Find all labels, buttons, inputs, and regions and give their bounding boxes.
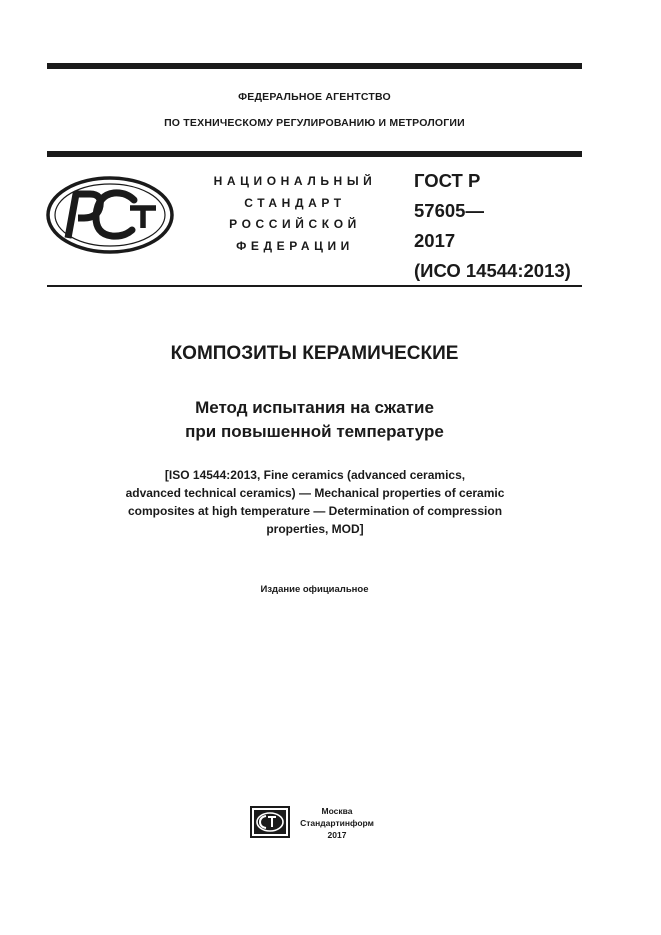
top-rule <box>47 63 582 69</box>
standartinform-logo-icon <box>250 806 290 838</box>
designation-line: 2017 <box>414 230 456 251</box>
iso-reference-line: advanced technical ceramics) — Mechanical properties of ceramic <box>125 486 505 500</box>
standard-type <box>200 171 390 257</box>
subtitle-line: Метод испытания на сжатие <box>195 398 434 417</box>
iso-reference-line: properties, MOD] <box>266 522 364 536</box>
edition-label: Издание официальное <box>260 584 369 595</box>
designation-line: 57605— <box>414 200 484 221</box>
publisher-block <box>292 805 382 841</box>
standard-designation <box>414 166 571 286</box>
publisher-year: 2017 <box>327 830 347 840</box>
rst-logo-icon <box>46 176 174 254</box>
iso-reference <box>60 466 570 538</box>
publisher-name: Стандартинформ <box>300 818 374 828</box>
iso-reference-line: composites at high temperature — Determination of compression <box>127 504 503 518</box>
standard-block-rule <box>47 285 582 287</box>
standard-type-line: ФЕДЕРАЦИИ <box>236 238 354 253</box>
document-subtitle <box>47 396 582 444</box>
designation-line: ГОСТ Р <box>414 170 481 191</box>
agency-line-2: ПО ТЕХНИЧЕСКОМУ РЕГУЛИРОВАНИЮ И МЕТРОЛОГИИ <box>164 117 465 129</box>
standard-type-line: СТАНДАРТ <box>244 195 346 210</box>
document-title: КОМПОЗИТЫ КЕРАМИЧЕСКИЕ <box>170 343 459 364</box>
publisher-city: Москва <box>321 806 353 816</box>
header-rule <box>47 151 582 157</box>
standard-type-line: РОССИЙСКОЙ <box>229 217 361 231</box>
standard-type-line: НАЦИОНАЛЬНЫЙ <box>213 174 377 188</box>
subtitle-line: при повышенной температуре <box>185 422 444 441</box>
agency-line-1: ФЕДЕРАЛЬНОЕ АГЕНТСТВО <box>238 91 391 103</box>
designation-line: (ИСО 14544:2013) <box>414 260 571 281</box>
iso-reference-line: [ISO 14544:2013, Fine ceramics (advanced ceramics, <box>164 468 466 482</box>
